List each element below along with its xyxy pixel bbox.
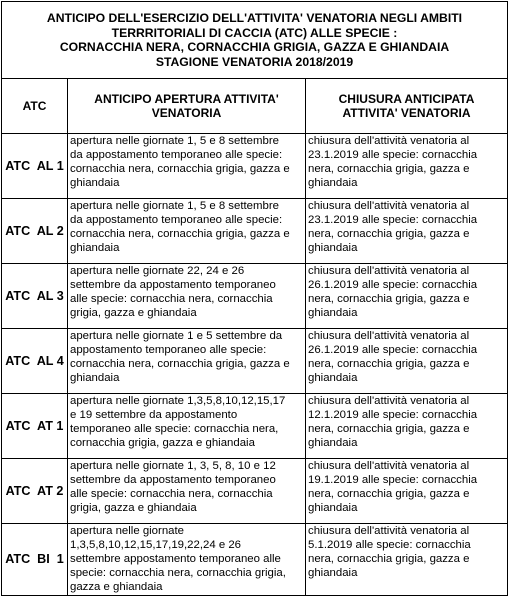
anticipo-line: settembre da appostamento temporaneo: [70, 473, 276, 486]
chiusura-line: chiusura dell'attività venatoria al: [308, 460, 470, 472]
anticipo-line: apertura nelle giornate 1, 5 e 8 settembre: [70, 135, 279, 147]
table-title: [2, 2, 508, 79]
chiusura-line: 12.1.2019 alle specie: cornacchia: [308, 408, 478, 421]
anticipo-line: alle specie: cornacchia nera, cornacchia: [70, 292, 273, 305]
anticipo-line: appostamento temporaneo alle specie:: [70, 343, 267, 356]
anticipo-line: cornacchia nera, cornacchia grigia, gazza e: [70, 162, 290, 175]
anticipo-line: temporaneo alle specie: cornacchia nera,: [70, 422, 279, 435]
header-atc: [2, 79, 68, 134]
title-line-1: ANTICIPO DELL'ESERCIZIO DELL'ATTIVITA' VENATORIA NEGLI AMBITI: [46, 11, 463, 25]
atc-code: ATC AL 1: [2, 134, 68, 199]
anticipo-cell: [68, 134, 306, 199]
atc-code: ATC AT 2: [2, 459, 68, 524]
chiusura-line: ghiandaia: [308, 176, 358, 189]
title-line-2: TERRRITORIALI DI CACCIA (ATC) ALLE SPECIE :: [111, 25, 398, 40]
chiusura-line: nera, cornacchia grigia, gazza e: [308, 422, 470, 435]
chiusura-line: chiusura dell'attività venatoria al: [308, 395, 470, 407]
title-line-3: CORNACCHIA NERA, CORNACCHIA GRIGIA, GAZZA E GHIANDAIA: [59, 40, 450, 54]
anticipo-line: specie: cornacchia nera, cornacchia grigia,: [70, 566, 286, 579]
anticipo-line: cornacchia nera, cornacchia grigia, gazza e: [70, 357, 290, 370]
chiusura-line: nera, cornacchia grigia, gazza e: [308, 552, 470, 565]
anticipo-line: cornacchia nera, cornacchia grigia, gazza e: [70, 227, 290, 240]
anticipo-line: cornacchia grigia, gazza e ghiandaia: [70, 436, 255, 449]
atc-code: ATC AL 4: [2, 329, 68, 394]
anticipo-cell: [68, 459, 306, 524]
chiusura-cell: [306, 459, 508, 524]
anticipo-line: 1,3,5,8,10,12,15,17,19,22,24 e 26: [70, 538, 242, 551]
anticipo-line: ghiandaia: [70, 371, 120, 384]
chiusura-cell: [306, 264, 508, 329]
anticipo-cell: [68, 199, 306, 264]
chiusura-line: chiusura dell'attività venatoria al: [308, 135, 470, 147]
anticipo-line: apertura nelle giornate 1, 3, 5, 8, 10 e 12: [70, 460, 276, 472]
table-row: [2, 459, 508, 524]
anticipo-line: alle specie: cornacchia nera, cornacchia: [70, 487, 273, 500]
anticipo-line: apertura nelle giornate 1 e 5 settembre da: [70, 330, 283, 342]
header-anticipo: [68, 79, 306, 134]
chiusura-line: ghiandaia: [308, 371, 358, 384]
chiusura-line: ghiandaia: [308, 306, 358, 319]
chiusura-line: 26.1.2019 alle specie: cornacchia: [308, 343, 478, 356]
table-row: [2, 329, 508, 394]
header-atc-label: ATC: [22, 99, 47, 113]
chiusura-cell: [306, 199, 508, 264]
anticipo-line: da appostamento temporaneo alle specie:: [70, 213, 283, 226]
anticipo-cell: [68, 524, 306, 596]
atc-code: ATC AT 1: [2, 394, 68, 459]
hunting-season-table: [1, 1, 508, 596]
table-row: [2, 264, 508, 329]
table-row: [2, 394, 508, 459]
anticipo-cell: [68, 329, 306, 394]
anticipo-line: apertura nelle giornate 1, 5 e 8 settembre: [70, 200, 279, 212]
header-chiusura-line-1: CHIUSURA ANTICIPATA: [338, 92, 475, 106]
chiusura-cell: [306, 394, 508, 459]
chiusura-line: nera, cornacchia grigia, gazza e: [308, 357, 470, 370]
anticipo-line: settembre appostamento temporaneo alle: [70, 552, 281, 565]
header-chiusura: [306, 79, 508, 134]
chiusura-line: 23.1.2019 alle specie: cornacchia: [308, 148, 478, 161]
anticipo-line: gazza e ghiandaia: [70, 580, 163, 593]
chiusura-line: ghiandaia: [308, 566, 358, 579]
anticipo-line: grigia, gazza e ghiandaia: [70, 501, 197, 514]
atc-code: ATC AL 3: [2, 264, 68, 329]
anticipo-line: ghiandaia: [70, 241, 120, 254]
chiusura-line: nera, cornacchia grigia, gazza e: [308, 227, 470, 240]
chiusura-line: ghiandaia: [308, 436, 358, 449]
table-body: [2, 134, 508, 596]
header-anticipo-line-1: ANTICIPO APERTURA ATTIVITA': [94, 92, 279, 106]
table-row: [2, 199, 508, 264]
anticipo-line: apertura nelle giornate: [70, 525, 184, 537]
chiusura-line: ghiandaia: [308, 501, 358, 514]
anticipo-line: da appostamento temporaneo alle specie:: [70, 148, 283, 161]
anticipo-line: ghiandaia: [70, 176, 120, 189]
chiusura-line: chiusura dell'attività venatoria al: [308, 525, 470, 537]
anticipo-line: e 19 settembre da appostamento: [70, 408, 238, 421]
anticipo-line: settembre da appostamento temporaneo: [70, 278, 276, 291]
anticipo-cell: [68, 264, 306, 329]
chiusura-line: nera, cornacchia grigia, gazza e: [308, 487, 470, 500]
header-chiusura-line-2: ATTIVITA' VENATORIA: [342, 106, 471, 120]
chiusura-line: nera, cornacchia grigia, gazza e: [308, 162, 470, 175]
title-line-4: STAGIONE VENATORIA 2018/2019: [155, 54, 354, 69]
chiusura-line: 23.1.2019 alle specie: cornacchia: [308, 213, 478, 226]
table-row: [2, 524, 508, 596]
chiusura-line: 5.1.2019 alle specie: cornacchia: [308, 538, 471, 551]
chiusura-line: 26.1.2019 alle specie: cornacchia: [308, 278, 478, 291]
chiusura-line: chiusura dell'attività venatoria al: [308, 200, 470, 212]
chiusura-line: 19.1.2019 alle specie: cornacchia: [308, 473, 478, 486]
chiusura-line: ghiandaia: [308, 241, 358, 254]
atc-code: ATC BI 1: [2, 524, 68, 596]
header-anticipo-line-2: VENATORIA: [151, 106, 222, 120]
chiusura-cell: [306, 134, 508, 199]
anticipo-line: grigia, gazza e ghiandaia: [70, 306, 197, 319]
chiusura-line: chiusura dell'attività venatoria al: [308, 265, 470, 277]
chiusura-line: nera, cornacchia grigia, gazza e: [308, 292, 470, 305]
anticipo-cell: [68, 394, 306, 459]
atc-code: ATC AL 2: [2, 199, 68, 264]
anticipo-line: apertura nelle giornate 22, 24 e 26: [70, 265, 245, 277]
anticipo-line: apertura nelle giornate 1,3,5,8,10,12,15,17: [70, 395, 286, 407]
chiusura-cell: [306, 329, 508, 394]
table-row: [2, 134, 508, 199]
chiusura-line: chiusura dell'attività venatoria al: [308, 330, 470, 342]
chiusura-cell: [306, 524, 508, 596]
